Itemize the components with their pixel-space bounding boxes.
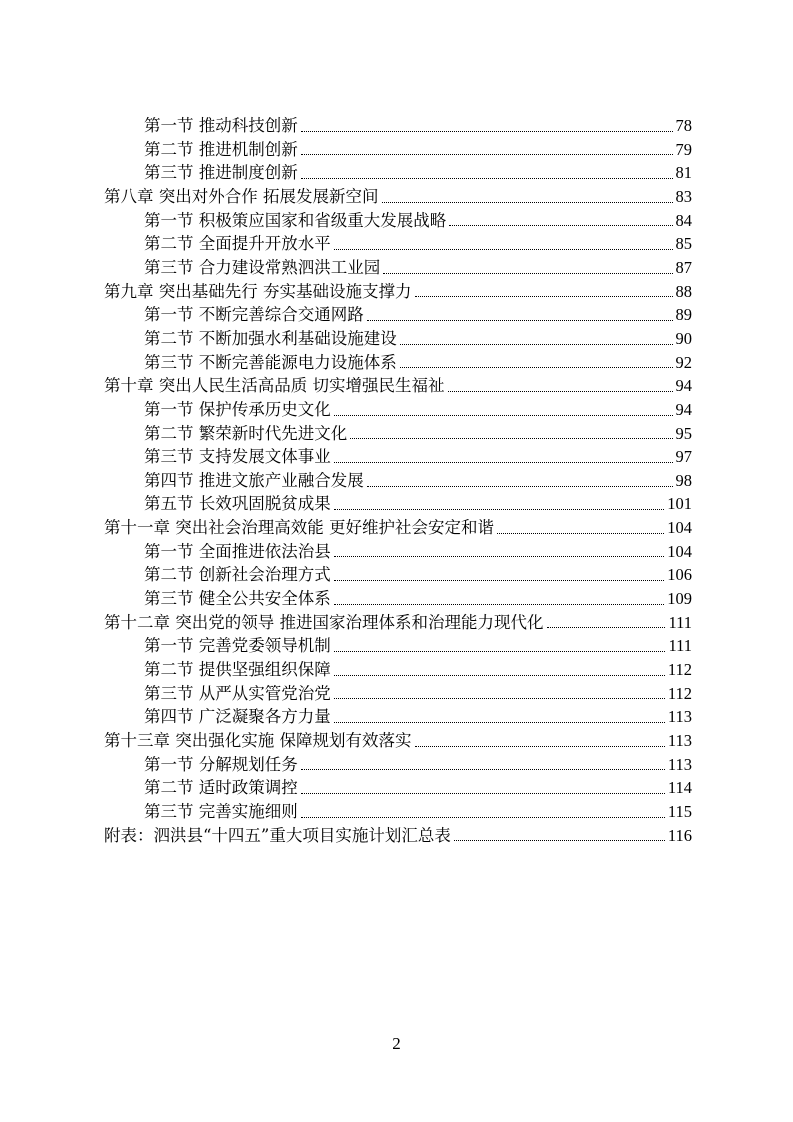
toc-entry-page: 113 [667,707,692,727]
toc-entry-page: 83 [675,186,692,206]
toc-entry-title: 第二节 繁荣新时代先进文化 [144,423,348,443]
dot-leader [415,745,665,747]
toc-section-entry[interactable] [104,705,692,729]
toc-entry-title: 第一节 保护传承历史文化 [144,399,331,419]
toc-chapter-entry[interactable] [104,824,692,848]
dot-leader [334,721,665,723]
toc-section-entry[interactable] [104,658,692,682]
toc-chapter-entry[interactable] [104,516,692,540]
toc-entry-title: 第十章 突出人民生活高品质 切实增强民生福祉 [104,376,445,396]
toc-entry-page: 97 [675,447,692,467]
toc-section-entry[interactable] [104,232,692,256]
toc-chapter-entry[interactable] [104,611,692,635]
toc-entry-title: 第十三章 突出强化实施 保障规划有效落实 [104,731,412,751]
toc-section-entry[interactable] [104,161,692,185]
dot-leader [301,792,665,794]
toc-entry-page: 114 [667,778,692,798]
toc-section-entry[interactable] [104,493,692,517]
toc-entry-page: 104 [667,541,692,561]
dot-leader [350,437,672,439]
toc-entry-page: 90 [675,328,692,348]
toc-entry-page: 79 [675,139,692,159]
toc-entry-page: 106 [667,565,692,585]
dot-leader [400,343,673,345]
toc-entry-title: 第三节 不断完善能源电力设施体系 [144,352,397,372]
dot-leader [334,579,665,581]
toc-section-entry[interactable] [104,540,692,564]
toc-entry-title: 第一节 全面推进依法治县 [144,541,331,561]
toc-entry-title: 第二节 推进机制创新 [144,139,298,159]
toc-section-entry[interactable] [104,138,692,162]
dot-leader [367,319,673,321]
toc-entry-page: 88 [675,281,692,301]
dot-leader [301,816,665,818]
dot-leader [301,768,665,770]
toc-entry-page: 112 [667,683,692,703]
toc-entry-page: 89 [675,305,692,325]
toc-entry-title: 第三节 从严从实管党治党 [144,683,331,703]
toc-section-entry[interactable] [104,587,692,611]
dot-leader [334,414,673,416]
toc-entry-page: 94 [675,399,692,419]
toc-entry-page: 95 [675,423,692,443]
toc-entry-page: 92 [675,352,692,372]
toc-section-entry[interactable] [104,753,692,777]
toc-entry-title: 第二节 创新社会治理方式 [144,565,331,585]
toc-section-entry[interactable] [104,634,692,658]
toc-section-entry[interactable] [104,114,692,138]
toc-entry-title: 第八章 突出对外合作 拓展发展新空间 [104,186,379,206]
dot-leader [301,130,673,132]
toc-entry-page: 113 [667,754,692,774]
dot-leader [449,224,672,226]
toc-section-entry[interactable] [104,209,692,233]
toc-section-entry[interactable] [104,327,692,351]
toc-section-entry[interactable] [104,445,692,469]
dot-leader [301,177,673,179]
toc-entry-page: 112 [667,660,692,680]
toc-entry-title: 第一节 推动科技创新 [144,115,298,135]
toc-entry-title: 第十一章 突出社会治理高效能 更好维护社会安定和谐 [104,518,494,538]
toc-entry-title: 第一节 完善党委领导机制 [144,636,331,656]
toc-entry-title: 第四节 推进文旅产业融合发展 [144,470,364,490]
toc-entry-title: 第五节 长效巩固脱贫成果 [144,494,331,514]
toc-section-entry[interactable] [104,800,692,824]
toc-section-entry[interactable] [104,563,692,587]
dot-leader [301,153,673,155]
toc-entry-page: 85 [675,234,692,254]
toc-entry-title: 第一节 积极策应国家和省级重大发展战略 [144,210,447,230]
toc-section-entry[interactable] [104,398,692,422]
dot-leader [497,532,664,534]
toc-entry-page: 94 [675,376,692,396]
toc-entry-page: 115 [667,802,692,822]
dot-leader [415,295,673,297]
dot-leader [383,272,672,274]
toc-entry-title: 第十二章 突出党的领导 推进国家治理体系和治理能力现代化 [104,612,544,632]
toc-entry-title: 附表：泗洪县“十四五”重大项目实施计划汇总表 [104,825,451,845]
dot-leader [334,674,665,676]
dot-leader [334,461,673,463]
toc-section-entry[interactable] [104,682,692,706]
toc-section-entry[interactable] [104,303,692,327]
toc-section-entry[interactable] [104,256,692,280]
toc-entry-page: 81 [675,163,692,183]
toc-entry-page: 78 [675,115,692,135]
dot-leader [334,603,665,605]
toc-entry-title: 第三节 健全公共安全体系 [144,589,331,609]
dot-leader [547,626,666,628]
toc-section-entry[interactable] [104,351,692,375]
toc-entry-title: 第二节 适时政策调控 [144,778,298,798]
dot-leader [334,248,673,250]
toc-chapter-entry[interactable] [104,185,692,209]
toc-entry-title: 第四节 广泛凝聚各方力量 [144,707,331,727]
toc-entry-page: 104 [667,518,692,538]
toc-entry-title: 第二节 不断加强水利基础设施建设 [144,328,397,348]
toc-entry-page: 84 [675,210,692,230]
page-number: 2 [392,1034,401,1053]
toc-section-entry[interactable] [104,422,692,446]
dot-leader [367,485,673,487]
dot-leader [382,201,673,203]
toc-entry-title: 第三节 合力建设常熟泗洪工业园 [144,257,381,277]
toc-chapter-entry[interactable] [104,374,692,398]
dot-leader [334,555,665,557]
table-of-contents [104,114,692,847]
dot-leader [334,508,665,510]
dot-leader [334,650,666,652]
toc-entry-title: 第二节 全面提升开放水平 [144,234,331,254]
toc-entry-title: 第二节 提供坚强组织保障 [144,660,331,680]
toc-entry-page: 109 [667,589,692,609]
toc-section-entry[interactable] [104,776,692,800]
toc-section-entry[interactable] [104,469,692,493]
toc-entry-page: 113 [667,731,692,751]
toc-chapter-entry[interactable] [104,729,692,753]
dot-leader [334,697,665,699]
toc-entry-title: 第三节 完善实施细则 [144,802,298,822]
toc-chapter-entry[interactable] [104,280,692,304]
toc-entry-page: 87 [675,257,692,277]
toc-entry-title: 第九章 突出基础先行 夯实基础设施支撑力 [104,281,412,301]
toc-entry-page: 111 [668,612,692,632]
dot-leader [448,390,673,392]
dot-leader [400,366,673,368]
toc-entry-title: 第一节 分解规划任务 [144,754,298,774]
dot-leader [454,839,665,841]
toc-entry-title: 第一节 不断完善综合交通网路 [144,305,364,325]
toc-entry-page: 98 [675,470,692,490]
toc-entry-page: 101 [667,494,692,514]
toc-entry-page: 116 [667,825,692,845]
toc-entry-title: 第三节 推进制度创新 [144,163,298,183]
toc-entry-title: 第三节 支持发展文体事业 [144,447,331,467]
toc-entry-page: 111 [668,636,692,656]
